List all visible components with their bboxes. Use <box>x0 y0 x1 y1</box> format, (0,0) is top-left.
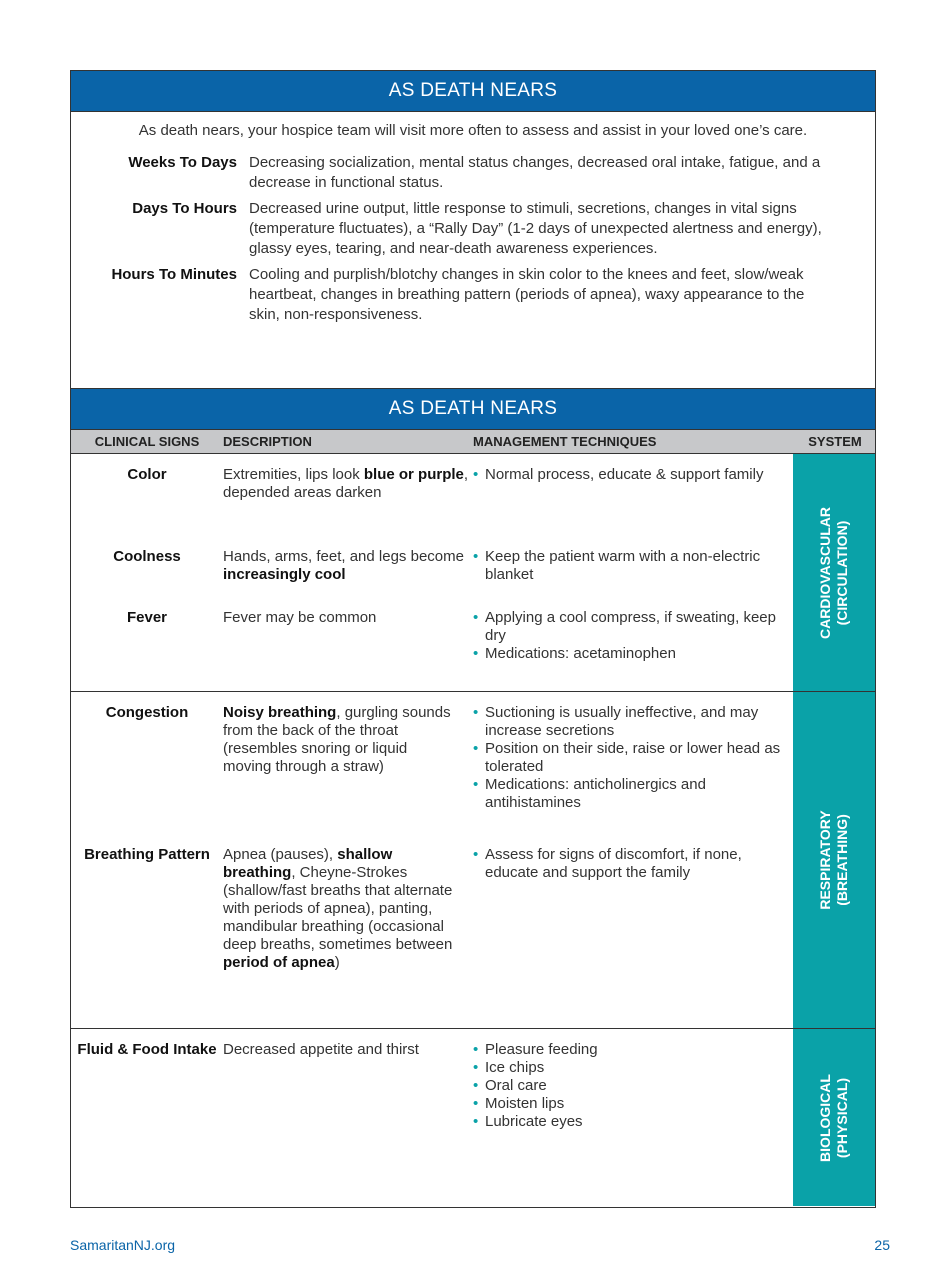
system-group-biological <box>71 1029 875 1206</box>
table-header <box>71 430 875 454</box>
stage-label: Days To Hours <box>132 200 237 217</box>
sign-label: Congestion <box>105 704 189 721</box>
page-number: 25 <box>874 1237 890 1253</box>
table-row <box>71 466 793 548</box>
management: • Normal process, educate & support family <box>473 466 793 548</box>
section-title: AS DEATH NEARS <box>71 389 875 430</box>
stage-text: Decreased urine output, little response to stimuli, secretions, changes in vital signs (temperature fluctuates), a “Rally Day” (1-2 days of unexpected alertness and energy), glassy eyes, tearing, and near-death awareness experiences. <box>249 200 822 257</box>
table-row <box>71 846 793 972</box>
management: • Pleasure feeding • Ice chips • Oral care • Moisten lips • Lubricate eyes <box>473 1041 793 1131</box>
col-header-description: DESCRIPTION <box>223 434 312 449</box>
sign-label: Breathing Pattern <box>84 846 210 863</box>
stage-row <box>71 153 875 193</box>
management: • Applying a cool compress, if sweating, keep dry • Medications: acetaminophen <box>473 609 793 663</box>
sign-label: Fluid & Food Intake <box>77 1041 217 1058</box>
sign-label: Color <box>127 466 167 483</box>
system-label: BIOLOGICAL (PHYSICAL) <box>793 1029 875 1206</box>
stage-label: Hours To Minutes <box>111 266 237 283</box>
col-header-signs: CLINICAL SIGNS <box>94 434 200 449</box>
section-title: AS DEATH NEARS <box>71 71 875 112</box>
system-label: RESPIRATORY (BREATHING) <box>793 692 875 1028</box>
system-label: CARDIOVASCULAR (CIRCULATION) <box>793 454 875 691</box>
sign-label: Fever <box>126 609 168 626</box>
col-header-management: MANAGEMENT TECHNIQUES <box>473 434 657 449</box>
stage-row <box>71 265 875 325</box>
sign-label: Coolness <box>113 548 181 565</box>
table-row <box>71 609 793 663</box>
stage-text: Cooling and purplish/blotchy changes in skin color to the knees and feet, slow/weak heartbeat, changes in breathing pattern (periods of apnea), waxy appearance to the skin, non-responsiveness. <box>249 266 805 323</box>
description: Extremities, lips look blue or purple, depended areas darken <box>223 466 469 501</box>
description: Apnea (pauses), shallow breathing, Cheyne-Strokes (shallow/fast breaths that alternate with periods of apnea), panting, mandibular breathing (occasional deep breaths, sometimes between period of apnea) <box>223 846 453 971</box>
col-header-system: SYSTEM <box>808 434 862 449</box>
system-group-cardiovascular <box>71 454 875 692</box>
stages-section <box>71 71 875 389</box>
management: • Assess for signs of discomfort, if none, educate and support the family <box>473 846 793 972</box>
stage-row <box>71 199 875 259</box>
intro-text: As death nears, your hospice team will visit more often to assess and assist in your loved one’s care. <box>138 122 808 139</box>
stage-label: Weeks To Days <box>128 154 237 171</box>
management: • Suctioning is usually ineffective, and may increase secretions • Position on their side, raise or lower head as tolerated • Medications: anticholinergics and antihistamines <box>473 704 793 846</box>
footer-site-link[interactable]: SamaritanNJ.org <box>70 1237 176 1253</box>
description: Noisy breathing, gurgling sounds from the back of the throat (resembles snoring or liquid moving through a straw) <box>223 704 451 775</box>
table-row <box>71 704 793 846</box>
description: Hands, arms, feet, and legs become increasingly cool <box>223 548 464 583</box>
stage-text: Decreasing socialization, mental status changes, decreased oral intake, fatigue, and a decrease in functional status. <box>249 154 821 191</box>
description: Fever may be common <box>223 609 377 626</box>
table-row <box>71 548 793 609</box>
document-frame <box>70 70 876 1208</box>
table-row <box>71 1041 793 1131</box>
management: • Keep the patient warm with a non-electric blanket <box>473 548 793 609</box>
system-group-respiratory <box>71 692 875 1029</box>
description: Decreased appetite and thirst <box>223 1041 419 1058</box>
